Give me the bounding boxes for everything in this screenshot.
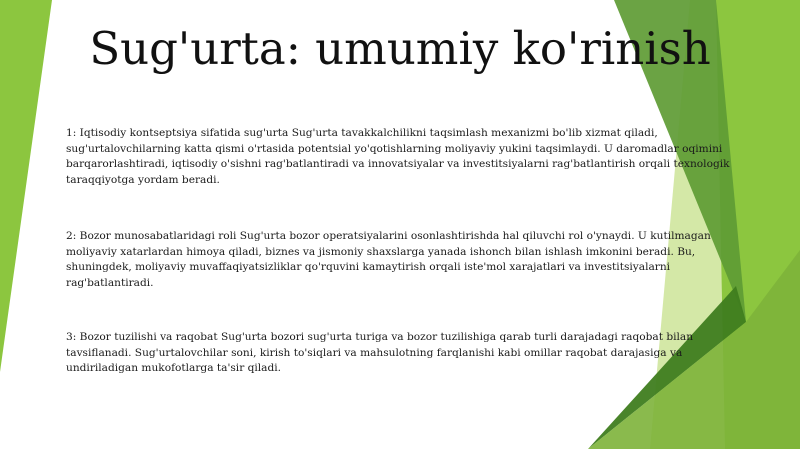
- paragraph-3: 3: Bozor tuzilishi va raqobat Sug'urta bozori sug'urta turiga va bozor tuzilishiga qarab turli darajadagi raqobat bilan tavsiflanadi. Sug'urtalovchilar soni, kirish to'siqlari va mahsulotning farqlanishi kabi omillar raqobat darajasiga va undiriladigan mukofotlarga ta'sir qiladi.: [66, 331, 694, 374]
- paragraph-2: 2: Bozor munosabatlaridagi roli Sug'urta bozor operatsiyalarini osonlashtirishda hal qiluvchi rol o'ynaydi. U kutilmagan moliyaviy xatarlardan himoya qiladi, biznes va jismoniy shaxslarga yanada ishonch bilan ishlash imkonini beradi. Bu, shuningdek, moliyaviy muvaffaqiyatsizliklar qo'rquvini kamaytirish orqali iste'mol xarajatlari va investitsiyalarni rag'batlantiradi.: [66, 230, 711, 289]
- slide-title: Sug'urta: umumiy ko'rinish: [89, 22, 711, 75]
- paragraph-1: 1: Iqtisodiy kontseptsiya sifatida sug'urta Sug'urta tavakkalchilikni taqsimlash mexanizmi bo'lib xizmat qiladi, sug'urtalovchilarning katta qismi o'rtasida potentsial yo'qotishlarning moliyaviy yukini taqsimlaydi. U daromadlar oqimini barqarorlashtiradi, iqtisodiy o'sishni rag'batlantiradi va innovatsiyalar va investitsiyalarni rag'batlantirish orqali texnologik taraqqiyotga yordam beradi.: [66, 127, 730, 186]
- left-green-strip: [0, 0, 52, 372]
